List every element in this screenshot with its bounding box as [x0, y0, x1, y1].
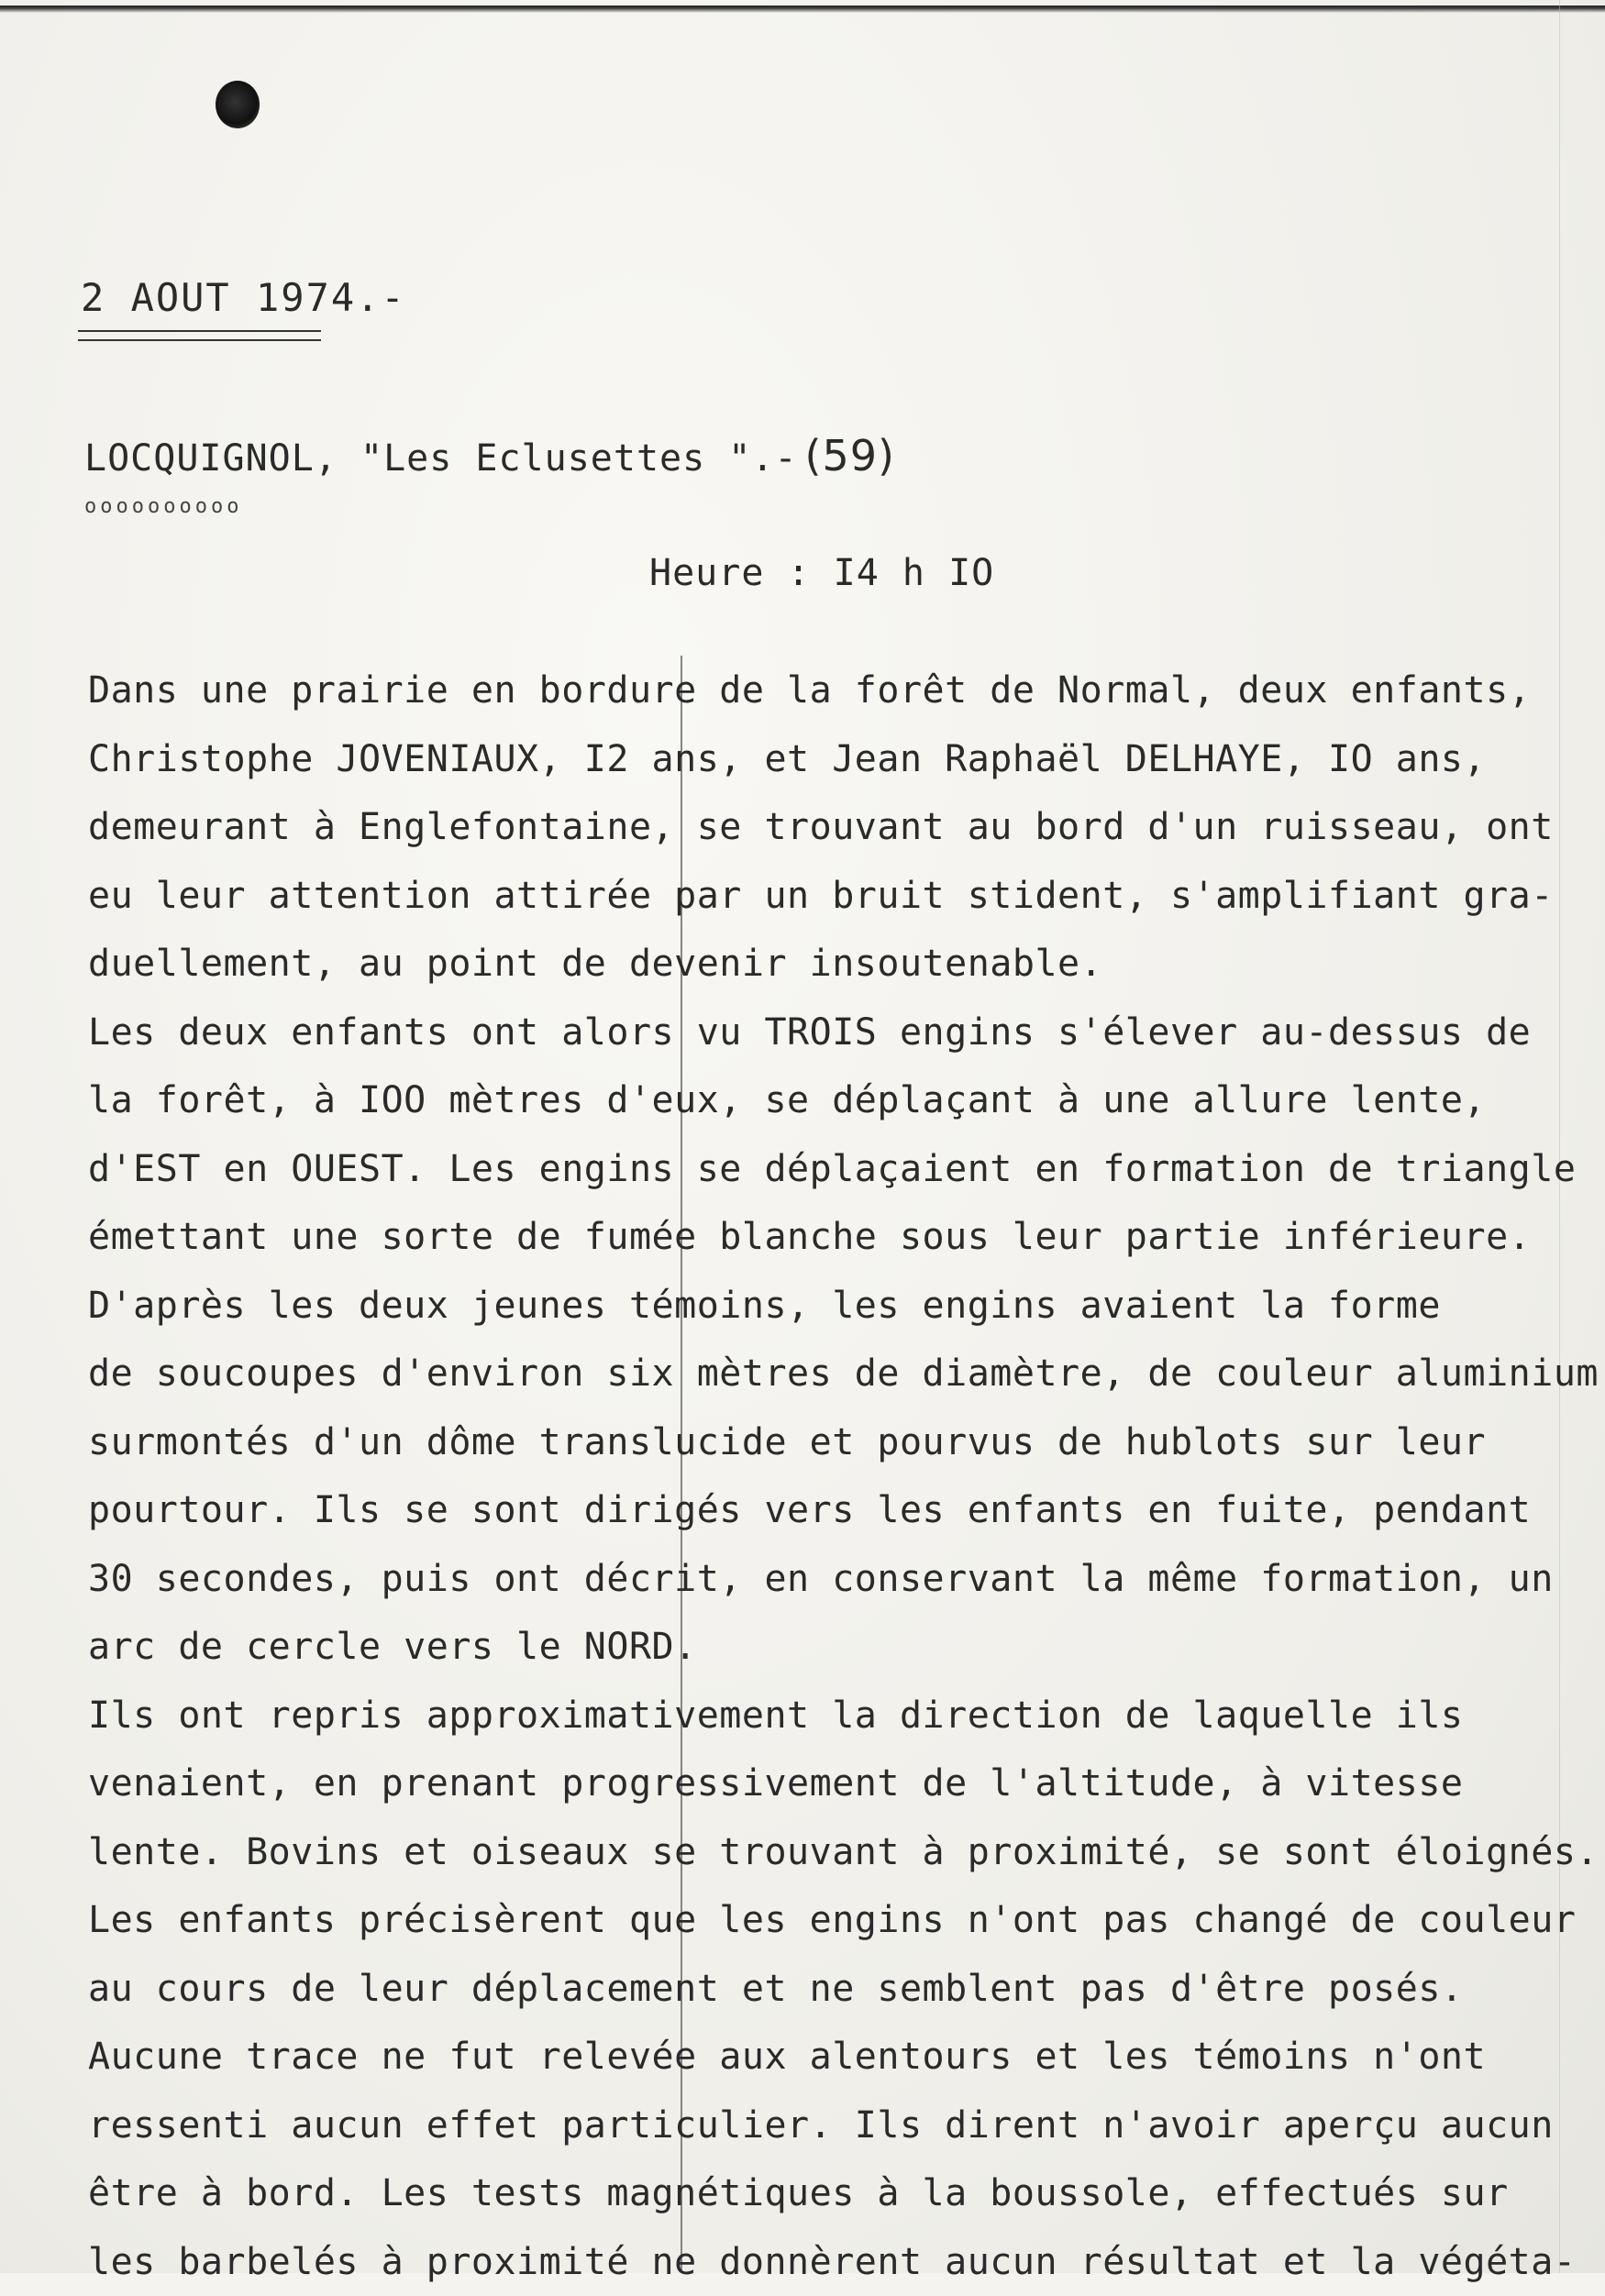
body-line: duellement, au point de devenir insoutenable. — [88, 930, 1583, 999]
body-line: eu leur attention attirée par un bruit stident, s'amplifiant gra- — [88, 862, 1583, 931]
body-line: Ils ont repris approximativement la direction de laquelle ils — [88, 1682, 1583, 1750]
body-line: lente. Bovins et oiseaux se trouvant à proximité, se sont éloignés. — [88, 1818, 1583, 1887]
body-line: Les deux enfants ont alors vu TROIS engins s'élever au-dessus de — [88, 999, 1583, 1067]
body-line: Christophe JOVENIAUX, I2 ans, et Jean Raphaël DELHAYE, IO ans, — [88, 725, 1583, 794]
report-location — [84, 431, 895, 480]
body-line: ressenti aucun effet particulier. Ils dirent n'avoir aperçu aucun — [88, 2092, 1583, 2160]
report-date: 2 AOUT 1974.- — [81, 275, 406, 320]
body-line: émettant une sorte de fumée blanche sous leur partie inférieure. — [88, 1203, 1583, 1272]
body-line: surmontés d'un dôme translucide et pourvus de hublots sur leur — [88, 1408, 1583, 1477]
date-underline — [78, 330, 321, 341]
body-line: venaient, en prenant progressivement de l'altitude, à vitesse — [88, 1750, 1583, 1818]
punch-hole-mark — [216, 81, 260, 128]
location-name: LOCQUIGNOL, "Les Eclusettes ".- — [84, 437, 798, 480]
body-line: la forêt, à IOO mètres d'eux, se déplaçant à une allure lente, — [88, 1066, 1583, 1135]
body-line: Les enfants précisèrent que les engins n'ont pas changé de couleur — [88, 1886, 1583, 1955]
top-border-line — [0, 6, 1605, 13]
body-line: arc de cercle vers le NORD. — [88, 1613, 1583, 1682]
body-line: 30 secondes, puis ont décrit, en conservant la même formation, un — [88, 1545, 1583, 1614]
report-time: Heure : I4 h IO — [649, 552, 994, 594]
body-line: au cours de leur déplacement et ne semblent pas d'être posés. — [88, 1955, 1583, 2024]
body-line: être à bord. Les tests magnétiques à la boussole, effectués sur — [88, 2159, 1583, 2228]
body-line: les barbelés à proximité ne donnèrent aucun résultat et la végéta- — [88, 2228, 1583, 2296]
location-department-code: (59) — [805, 431, 895, 480]
body-line: d'EST en OUEST. Les engins se déplaçaient en formation de triangle — [88, 1135, 1583, 1204]
body-line: pourtour. Ils se sont dirigés vers les enfants en fuite, pendant — [88, 1476, 1583, 1545]
body-line: Aucune trace ne fut relevée aux alentours et les témoins n'ont — [88, 2023, 1583, 2092]
body-line: Dans une prairie en bordure de la forêt de Normal, deux enfants, — [88, 657, 1583, 725]
report-body — [88, 657, 1583, 2296]
body-line: demeurant à Englefontaine, se trouvant au bord d'un ruisseau, ont — [88, 793, 1583, 862]
location-underline: oooooooooo — [84, 495, 242, 518]
body-line: D'après les deux jeunes témoins, les engins avaient la forme — [88, 1272, 1583, 1341]
body-line: de soucoupes d'environ six mètres de diamètre, de couleur aluminium — [88, 1340, 1583, 1408]
